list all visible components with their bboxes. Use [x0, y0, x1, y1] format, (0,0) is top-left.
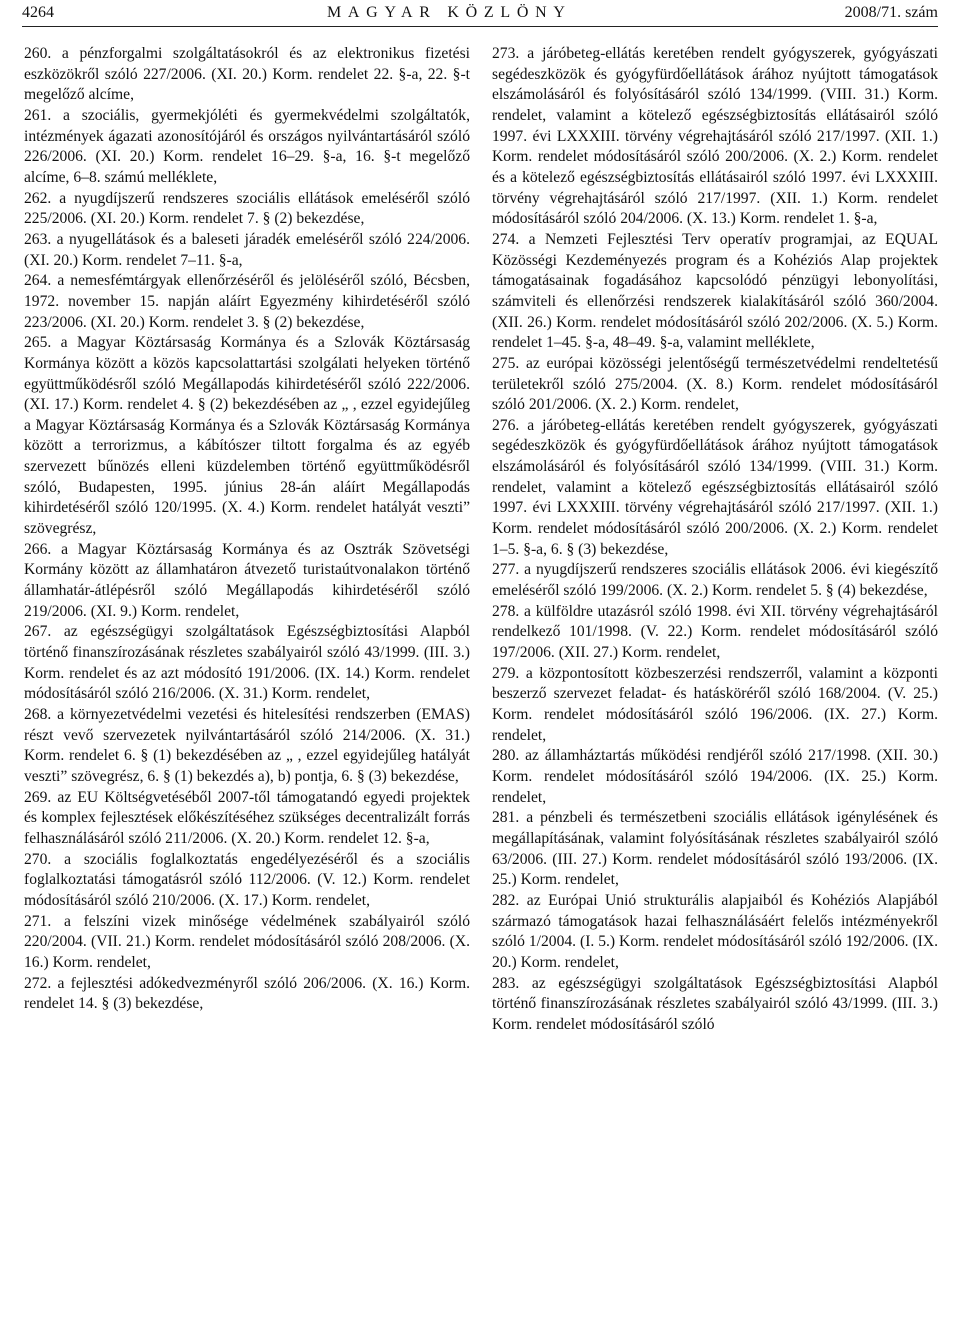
list-item: 277. a nyugdíjszerű rendszeres szociális ellátások 2006. évi kiegészítő emeléséről szóló 199/2006. (X. 2.) Korm. rendelet 5. § (4) bekezdése, — [492, 561, 938, 600]
page-number: 4264 — [22, 4, 54, 21]
page-header — [22, 4, 938, 26]
list-item: 261. a szociális, gyermekjóléti és gyermekvédelmi szolgáltatók, intézmények ágazati azonosítójáról és országos nyilvántartásáról szóló 226/2006. (XI. 20.) Korm. rendelet 16–29. §-a, 16. §-t megelőző alcíme, 6–8. számú melléklete, — [24, 106, 470, 186]
list-item: 266. a Magyar Köztársaság Kormánya és az Osztrák Szövetségi Kormány között az államhatáron átvezető turistaútvonalakon történő államhatár-átlépésről szóló Megállapodás kihirdetéséről szóló 219/2006. (XI. 9.) Korm. rendelet, — [24, 540, 470, 620]
right-column — [492, 44, 938, 1036]
list-item: 271. a felszíni vizek minősége védelmének szabályairól szóló 220/2004. (VII. 21.) Korm. rendelet módosításáról szóló 208/2006. (X. 16.) Korm. rendelet, — [24, 912, 470, 971]
list-item: 269. az EU Költségvetéséből 2007-től támogatandó egyedi projektek és komplex fejlesztések előkészítéséhez szükséges decentralizált forrás felhasználásáról szóló 211/2006. (X. 20.) Korm. rendelet 12. §-a, — [24, 788, 470, 847]
list-item: 270. a szociális foglalkoztatás engedélyezéséről és a szociális foglalkoztatási támogatásról szóló 112/2006. (V. 12.) Korm. rendelet módosításáról szóló 210/2006. (X. 17.) Korm. rendelet, — [24, 850, 470, 909]
left-column — [24, 44, 470, 1015]
list-item: 281. a pénzbeli és természetbeni szociális ellátások igénylésének és megállapításának, valamint folyósításának részletes szabályairól szóló 63/2006. (III. 27.) Korm. rendelet módosításáról szóló 193/2006. (IX. 25.) Korm. rendelet, — [492, 809, 938, 889]
list-item: 268. a környezetvédelmi vezetési és hitelesítési rendszerben (EMAS) részt vevő szervezetek nyilvántartásáról szóló 214/2006. (X. 31.) Korm. rendelet 6. § (1) bekezdésében az „ , ezzel egyidejűleg hatályát veszti” szövegrész, 6. § (1) bekezdés a), b) pontja, 6. § (3) bekezdése, — [24, 706, 470, 785]
list-item: 262. a nyugdíjszerű rendszeres szociális ellátások emeléséről szóló 225/2006. (XI. 20.) Korm. rendelet 7. § (2) bekezdése, — [24, 189, 470, 228]
list-item: 282. az Európai Unió strukturális alapjaiból és Kohéziós Alapjából származó támogatások hazai felhasználásáért felelős intézményekről szóló 1/2004. (I. 5.) Korm. rendelet módosításáról szóló 192/2006. (IX. 20.) Korm. rendelet, — [492, 891, 938, 971]
list-item: 260. a pénzforgalmi szolgáltatásokról és az elektronikus fizetési eszközökről szóló 227/2006. (XI. 20.) Korm. rendelet 22. §-a, 22. §-t megelőző alcíme, — [24, 45, 470, 104]
list-item: 279. a központosított közbeszerzési rendszerről, valamint a központi beszerző szervezet feladat- és hatásköréről szóló 168/2004. (V. 25.) Korm. rendelet módosításáról szóló 196/2006. (IX. 27.) Korm. rendelet, — [492, 664, 938, 744]
list-item: 264. a nemesfémtárgyak ellenőrzéséről és jelöléséről szóló, Bécsben, 1972. november 15. napján aláírt Egyezmény kihirdetéséről szóló 223/2006. (XI. 20.) Korm. rendelet 3. § (2) bekezdése, — [24, 272, 470, 331]
list-item: 273. a járóbeteg-ellátás keretében rendelt gyógyszerek, gyógyászati segédeszközök és gyógyfürdőellátások árához nyújtott támogatások elszámolásáról és folyósításáról szóló 134/1999. (VIII. 31.) Korm. rendelet, valamint a kötelező egészségbiztosítás ellátásairól szóló 1997. évi LXXXIII. törvény végrehajtásáról szóló 217/1997. (XII. 1.) Korm. rendelet módosításáról szóló 200/2006. (X. 2.) Korm. rendelet és a kötelező egészségbiztosítás ellátásairól szóló 1997. évi LXXXIII. törvény végrehajtásáról szóló 217/1997. (XII. 1.) Korm. rendelet módosításáról szóló 204/2006. (X. 13.) Korm. rendelet 1. §-a, — [492, 45, 938, 228]
journal-title: MAGYAR KÖZLÖNY — [326, 4, 572, 21]
list-item: 283. az egészségügyi szolgáltatások Egészségbiztosítási Alapból történő finanszírozásának részletes szabályairól szóló 43/1999. (III. 3.) Korm. rendelet módosításáról szóló — [492, 974, 938, 1033]
list-item: 275. az európai közösségi jelentőségű természetvédelmi rendeltetésű területekről szóló 275/2004. (X. 8.) Korm. rendelet módosításáról szóló 201/2006. (X. 2.) Korm. rendelet, — [492, 354, 938, 414]
list-item: 263. a nyugellátások és a baleseti járadék emeléséről szóló 224/2006. (XI. 20.) Korm. rendelet 7–11. §-a, — [24, 230, 470, 269]
list-item: 278. a külföldre utazásról szóló 1998. évi XII. törvény végrehajtásáról rendelkező 101/1998. (V. 22.) Korm. rendelet módosításáról szóló 197/2006. (XII. 27.) Korm. rendelet, — [492, 602, 938, 662]
list-item: 280. az államháztartás működési rendjéről szóló 217/1998. (XII. 30.) Korm. rendelet módosításáról szóló 194/2006. (IX. 25.) Korm. rendelet, — [492, 747, 938, 806]
list-item: 267. az egészségügyi szolgáltatások Egészségbiztosítási Alapból történő finanszírozásának részletes szabályairól szóló 43/1999. (III. 3.) Korm. rendelet és az azt módosító 191/2006. (IX. 14.) Korm. rendelet módosításáról szóló 216/2006. (X. 31.) Korm. rendelet, — [24, 623, 470, 703]
header-rule — [22, 26, 938, 27]
issue-number: 2008/71. szám — [844, 4, 938, 21]
list-item: 274. a Nemzeti Fejlesztési Terv operatív programjai, az EQUAL Közösségi Kezdeményezés program és a Kohéziós Alap projektek támogatásainak fogadásához kapcsolódó pénzügyi lebonyolítási, számviteli és ellenőrzési rendszerek kialakításáról szóló 360/2004. (XII. 26.) Korm. rendelet módosításáról szóló 202/2006. (X. 5.) Korm. rendelet 1–45. §-a, 48–49. §-a, valamint melléklete, — [492, 230, 938, 352]
list-item: 265. a Magyar Köztársaság Kormánya és a Szlovák Köztársaság Kormánya között a közös kapcsolattartási szolgálati helyeken történő együttműködésről szóló Megállapodás kihirdetéséről szóló 222/2006. (XI. 17.) Korm. rendelet 4. § (2) bekezdésében az „ , ezzel egyidejűleg a Magyar Köztársaság Kormánya és a Szlovák Köztársaság Kormánya között a terrorizmus, a kábítószer tiltott forgalma és az egyéb szervezett bűnözés elleni küzdelemben történő együttműködésről szóló, Budapesten, 1995. június 28-án aláírt Megállapodás kihirdetéséről szóló 120/1995. (X. 4.) Korm. rendelet hatályát veszti” szövegrész, — [24, 334, 470, 538]
list-item: 276. a járóbeteg-ellátás keretében rendelt gyógyszerek, gyógyászati segédeszközök és gyógyfürdőellátások árához nyújtott támogatások elszámolásáról és folyósításáról szóló 134/1999. (VIII. 31.) Korm. rendelet, valamint a kötelező egészségbiztosítás ellátásairól szóló 1997. évi LXXXIII. törvény végrehajtásáról szóló 217/1997. (XII. 1.) Korm. rendelet módosításáról szóló 200/2006. (X. 2.) Korm. rendelet 1–5. §-a, 6. § (3) bekezdése, — [492, 416, 938, 558]
list-item: 272. a fejlesztési adókedvezményről szóló 206/2006. (X. 16.) Korm. rendelet 14. § (3) bekezdése, — [24, 974, 470, 1013]
